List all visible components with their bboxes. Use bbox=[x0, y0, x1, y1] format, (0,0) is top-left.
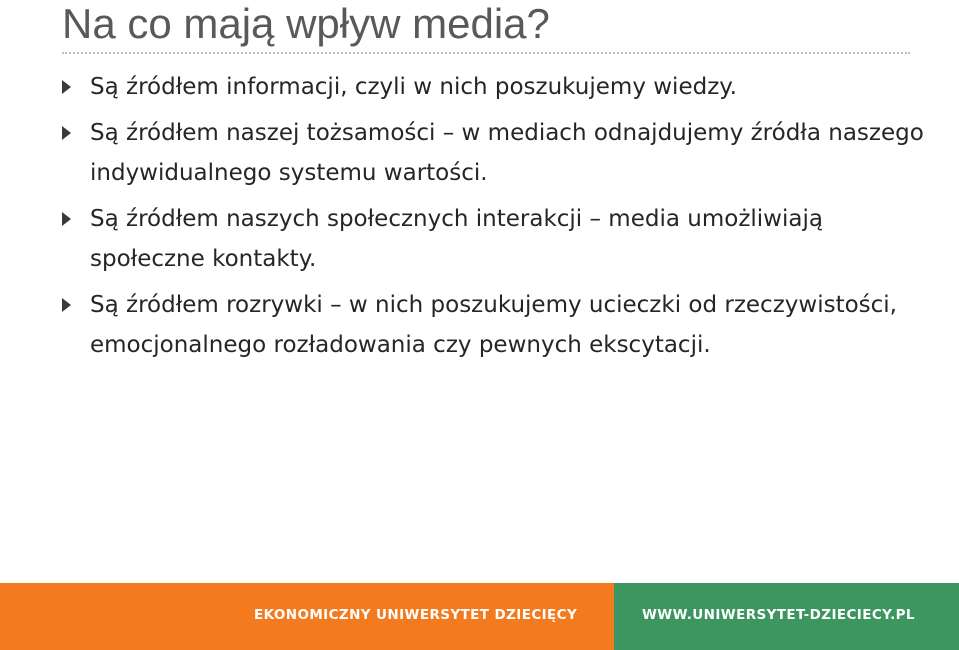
footer-website-link[interactable]: WWW.UNIWERSYTET-DZIECIECY.PL bbox=[642, 607, 915, 623]
triangle-right-icon bbox=[62, 126, 71, 140]
slide-title: Na co mają wpływ media? bbox=[62, 0, 550, 47]
list-item bbox=[62, 199, 942, 279]
bullet-list bbox=[62, 67, 942, 371]
bullet-text: Są źródłem informacji, czyli w nich poszukujemy wiedzy. bbox=[90, 74, 737, 100]
footer-bar bbox=[0, 583, 959, 650]
triangle-right-icon bbox=[62, 80, 71, 94]
triangle-right-icon bbox=[62, 298, 71, 312]
triangle-right-icon bbox=[62, 212, 71, 226]
list-item bbox=[62, 113, 942, 193]
footer-left-panel bbox=[0, 583, 614, 650]
footer-organization-name: EKONOMICZNY UNIWERSYTET DZIECIĘCY bbox=[254, 607, 578, 623]
bullet-text: Są źródłem rozrywki – w nich poszukujemy ucieczki od rzeczywistości, emocjonalnego rozładowania czy pewnych ekscytacji. bbox=[90, 292, 897, 358]
bullet-text: Są źródłem naszych społecznych interakcji – media umożliwiają społeczne kontakty. bbox=[90, 206, 823, 272]
list-item bbox=[62, 285, 942, 365]
bullet-text: Są źródłem naszej tożsamości – w mediach odnajdujemy źródła naszego indywidualnego systemu wartości. bbox=[90, 120, 924, 186]
list-item bbox=[62, 67, 942, 107]
footer-right-panel bbox=[614, 583, 959, 650]
title-divider bbox=[62, 52, 910, 54]
